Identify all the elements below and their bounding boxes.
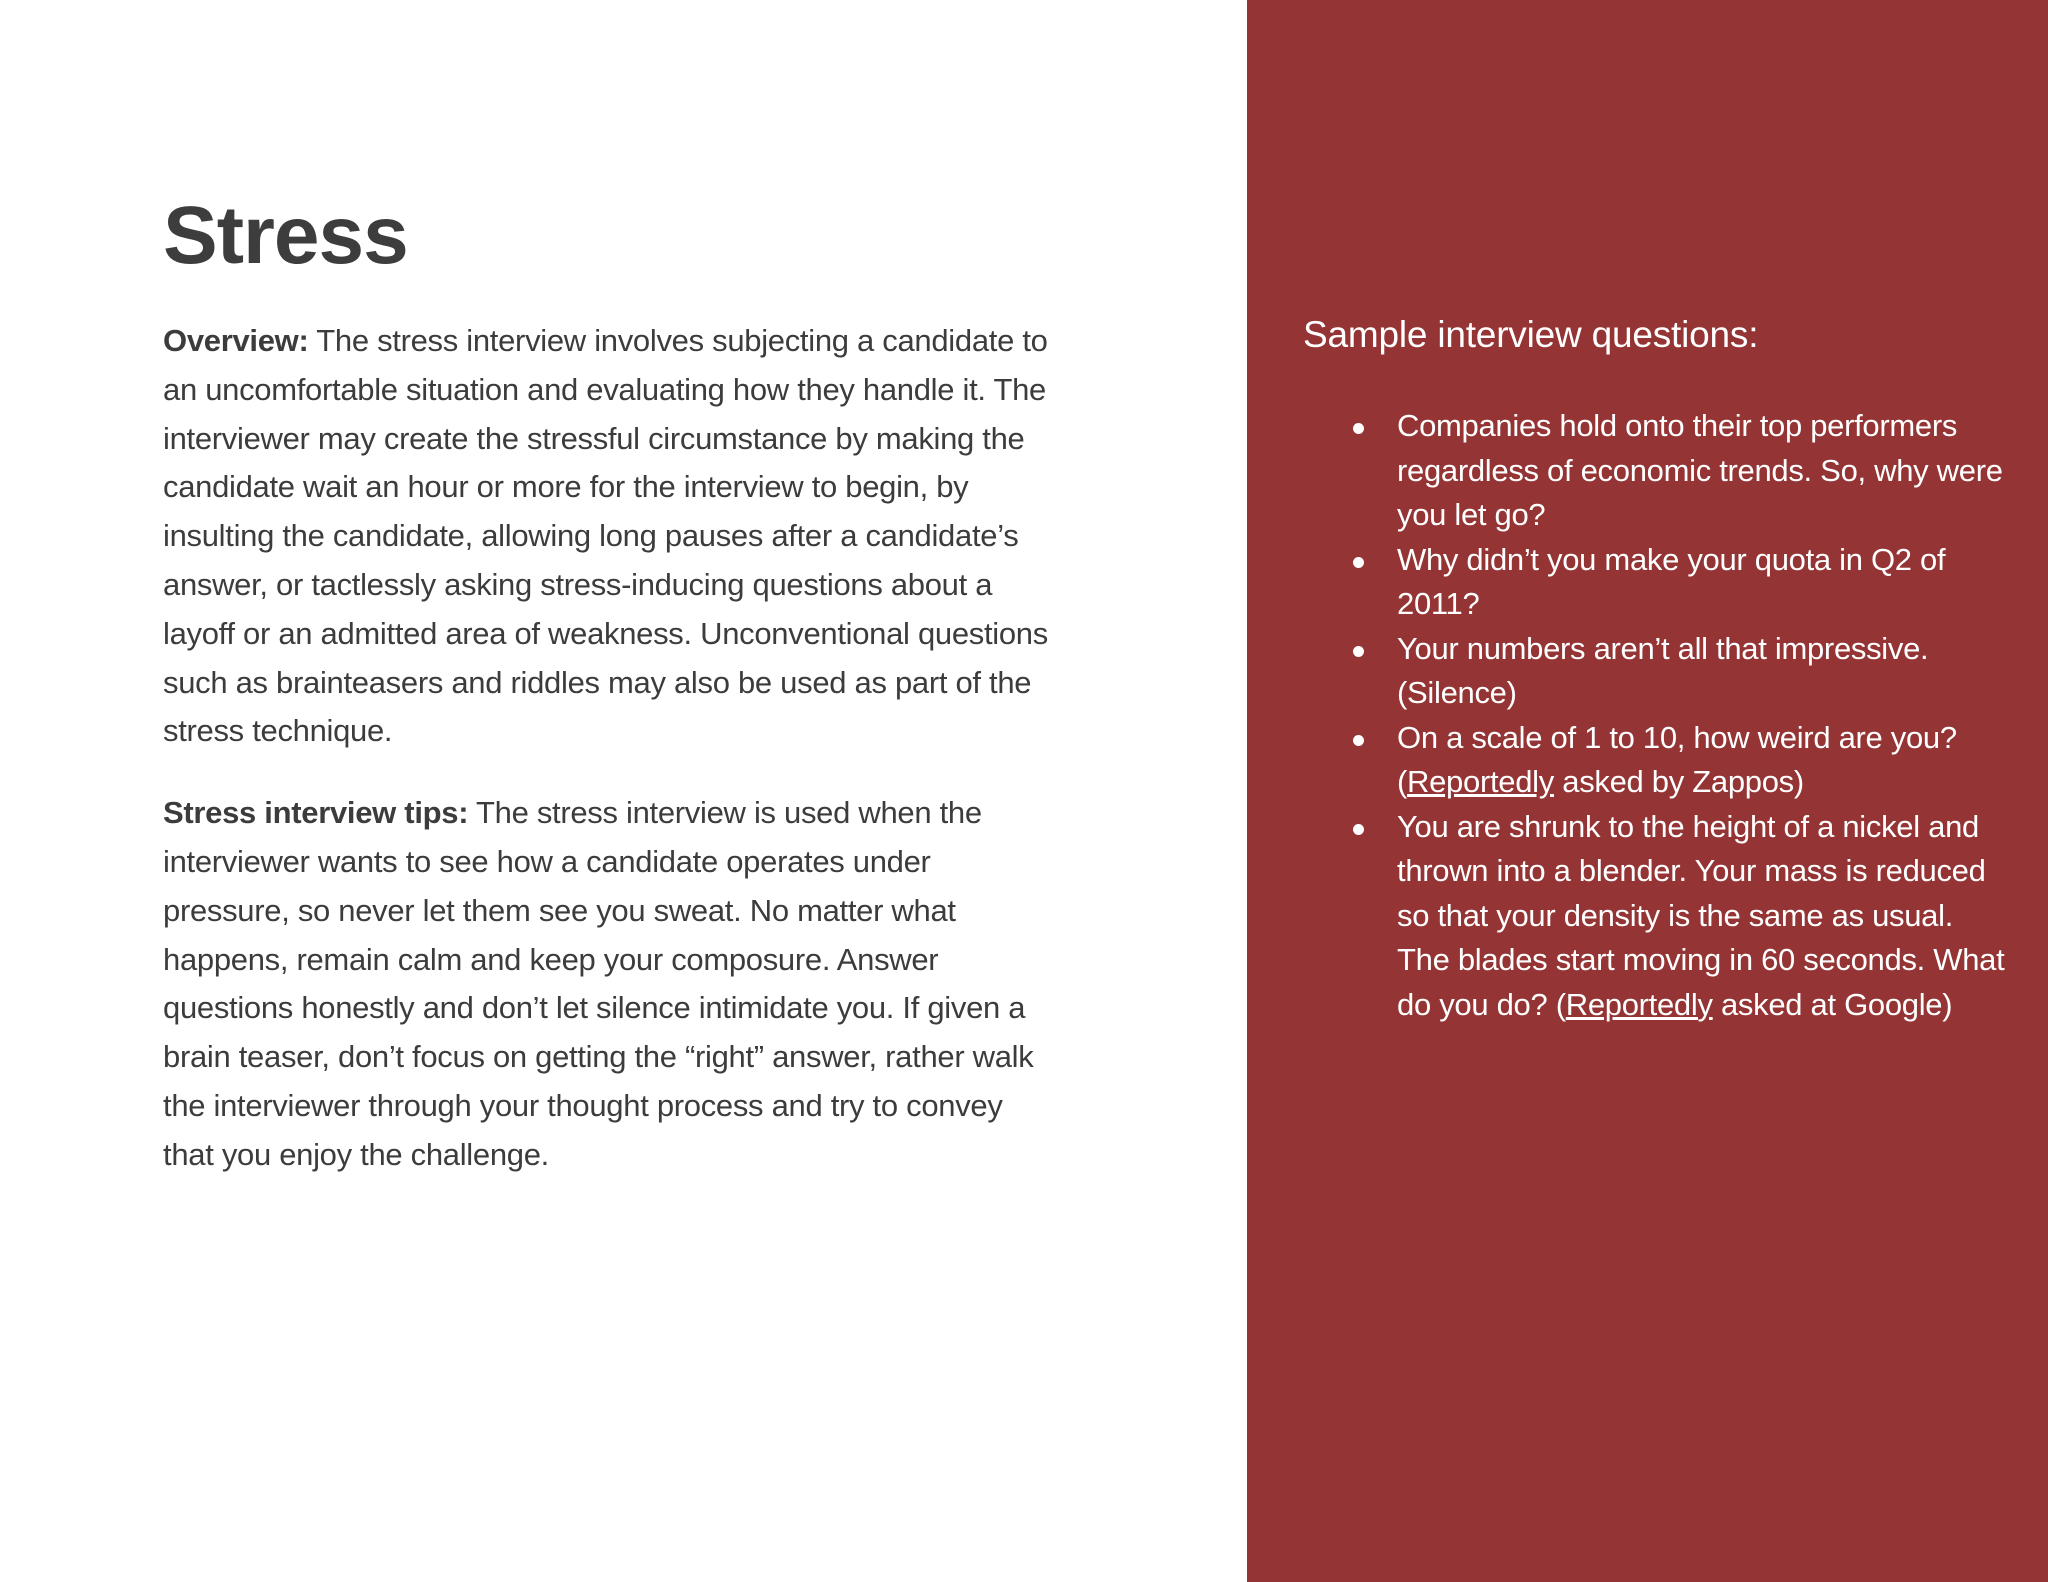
- bullet-icon: [1353, 646, 1364, 657]
- page-title: Stress: [163, 190, 408, 281]
- list-item: [1397, 805, 2007, 1028]
- question-list: [1397, 404, 2007, 1027]
- overview-label: Overview:: [163, 323, 309, 358]
- bullet-icon: [1353, 824, 1364, 835]
- list-item: [1397, 538, 2007, 627]
- question-text: Companies hold onto their top performers regardless of economic trends. So, why were you let go?: [1397, 408, 2003, 532]
- overview-paragraph: [163, 317, 1053, 756]
- overview-text: The stress interview involves subjecting a candidate to an uncomfortable situation and evaluating how they handle it. The interviewer may create the stressful circumstance by making the candidate wait an hour or more for the interview to begin, by insulting the candidate, allowing long pauses after a candidate’s answer, or tactlessly asking stress-inducing questions about a layoff or an admitted area of weakness. Unconventional questions such as brainteasers and riddles may also be used as part of the stress technique.: [163, 323, 1048, 749]
- reportedly-link[interactable]: Reportedly: [1565, 986, 1713, 1022]
- bullet-icon: [1353, 735, 1364, 746]
- reportedly-link[interactable]: Reportedly: [1407, 764, 1554, 799]
- tips-label: Stress interview tips:: [163, 795, 469, 831]
- question-text-end: asked by Zappos): [1553, 764, 1804, 799]
- list-item: [1397, 716, 2007, 805]
- question-text-end: asked at Google): [1712, 986, 1953, 1022]
- main-content: [163, 190, 1053, 1213]
- question-text-start: You are shrunk to the height of a nickel and thrown into a blender. Your mass is reduced so that your density is the same as usual. The blades start moving in 60 seconds. What do you do? (: [1397, 808, 2005, 1022]
- list-item: [1397, 404, 2007, 538]
- tips-text: The stress interview is used when the interviewer wants to see how a candidate operates under pressure, so never let them see you sweat. No matter what happens, remain calm and keep your composure. Answer questions honestly and don’t let silence intimidate you. If given a brain teaser, don’t focus on getting the “right” answer, rather walk the interviewer through your thought process and try to convey that you enjoy the challenge.: [163, 795, 1034, 1172]
- tips-paragraph: [163, 789, 1053, 1179]
- bullet-icon: [1353, 557, 1364, 568]
- question-text: Your numbers aren’t all that impressive. (Silence): [1397, 630, 1929, 710]
- sidebar-heading: Sample interview questions:: [1303, 314, 1759, 355]
- question-text-start: On a scale of 1 to 10, how weird are you? (: [1397, 719, 1957, 799]
- sample-questions-sidebar: [1247, 0, 2048, 1582]
- list-item: [1397, 627, 2007, 716]
- question-text: Why didn’t you make your quota in Q2 of 2011?: [1397, 541, 1946, 621]
- bullet-icon: [1353, 423, 1364, 434]
